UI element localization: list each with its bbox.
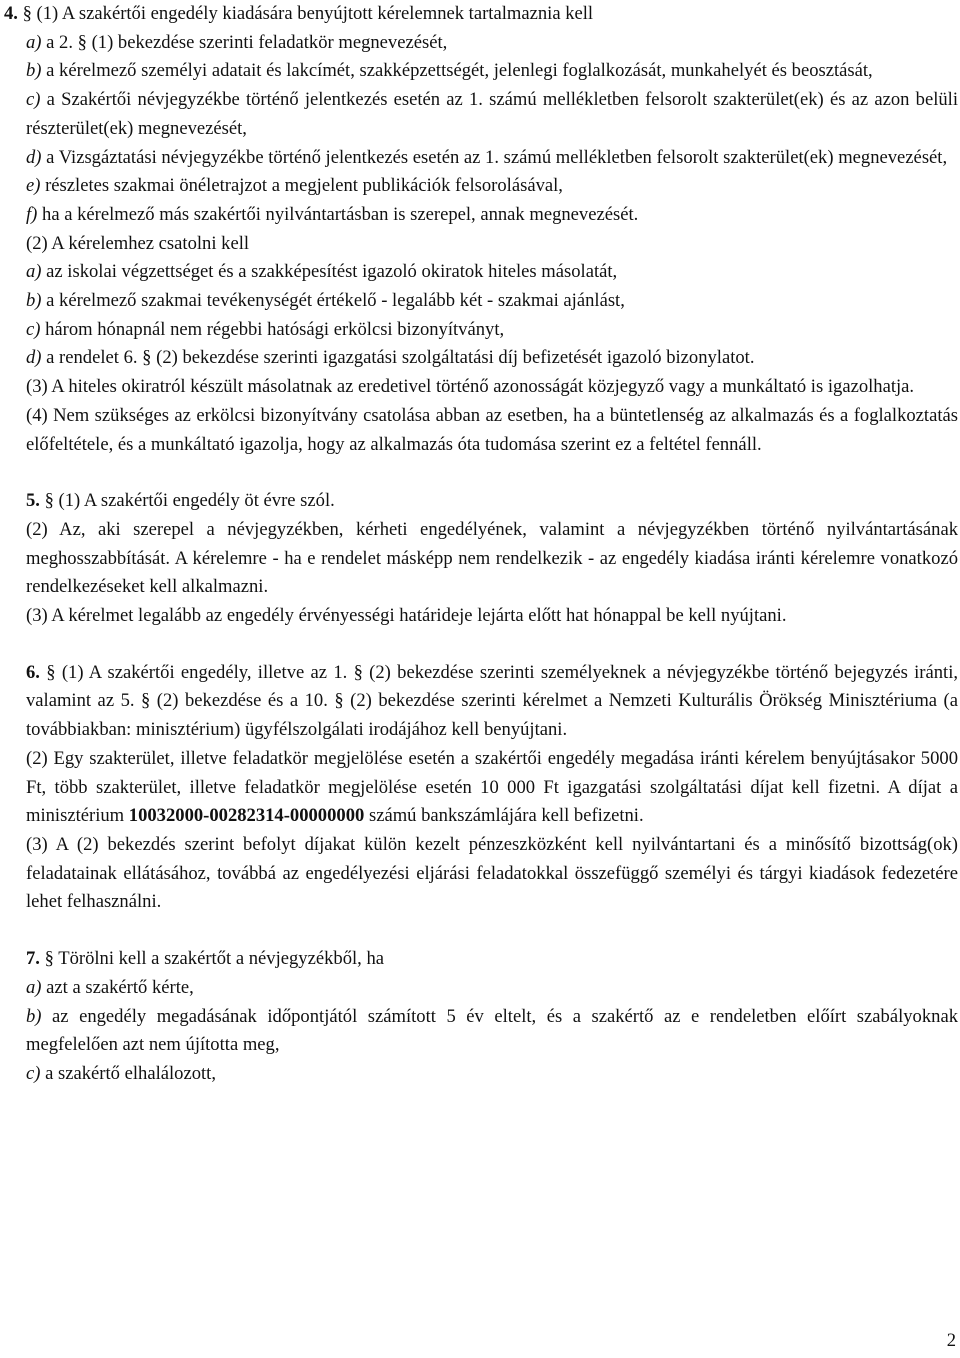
item-text: az engedély megadásának időpontjától számított 5 év eltelt, és a szakértő az e rendeletben előírt szabályoknak megfelelően azt nem újította meg, [26,1005,958,1056]
item-marker: a) [26,976,42,998]
section-spacer [4,917,958,945]
section-number: 5. [26,490,40,512]
s5-paragraph-3: (3) A kérelmet legalább az engedély érvényességi határideje lejárta előtt hat hónappal be kell nyújtani. [26,605,787,627]
s6-paragraph-1: 6. § (1) A szakértői engedély, illetve az 1. § (2) bekezdése szerinti személyeknek a névjegyzékbe történő bejegyzés iránti, valamint az 5. § (2) bekezdése és a 10. § (2) bekezdése szerinti kérelmet a Nemzeti Kulturális Örökség Minisztériuma (a továbbiakban: minisztérium) ügyfélszolgálati irodájához kell benyújtani. [26,661,959,741]
section-4 [4,0,958,459]
item-marker: c) [26,89,41,111]
s7-item-c [4,1060,958,1089]
section-number: 6. [26,661,40,683]
s4-p2-item-b [4,287,958,316]
s4-p2-item-c [4,316,958,345]
section-number: 4. [4,3,18,24]
item-marker: b) [26,60,42,82]
item-marker: d) [26,146,42,168]
s4-item-a [4,29,958,58]
s7-item-a [4,974,958,1003]
s4-paragraph-2: (2) A kérelemhez csatolni kell [26,232,250,254]
item-text: a rendelet 6. § (2) bekezdése szerinti igazgatási szolgáltatási díj befizetését igazoló bizonylatot. [46,347,755,369]
item-text: a 2. § (1) bekezdése szerinti feladatkör megnevezését, [46,31,448,53]
s4-paragraph-4: (4) Nem szükséges az erkölcsi bizonyítvány csatolása abban az esetben, ha a büntetlenség az alkalmazás és a foglalkoztatás előfeltétele, és a munkáltató igazolja, hogy az alkalmazás óta tudomása szerint ez a feltétel fennáll. [26,404,958,455]
s5-paragraph-1: 5. § (1) A szakértői engedély öt évre szól. [26,490,335,512]
s7-intro: 7. § Törölni kell a szakértőt a névjegyzékből, ha [26,948,384,970]
document-page [4,0,958,1089]
item-marker: a) [26,31,42,53]
section-number: 7. [26,948,40,970]
section-spacer [4,631,958,659]
s4-item-e [4,172,958,201]
item-marker: e) [26,175,41,197]
paragraph-text: Törölni kell a szakértőt a névjegyzékből, ha [58,948,384,970]
item-text: ha a kérelmező más szakértői nyilvántartásban is szerepel, annak megnevezését. [42,203,639,225]
section-5 [4,487,958,631]
item-text: a kérelmező szakmai tevékenységét értékelő - legalább két - szakmai ajánlást, [46,290,625,312]
section-6 [4,659,958,917]
item-text: a Szakértői névjegyzékbe történő jelentkezés esetén az 1. számú mellékletben felsorolt szakterület(ek) és az azon belüli részterület(ek) megnevezését, [26,89,958,139]
paragraph-text: (1) A szakértői engedély, illetve az 1. § (2) bekezdése szerinti személyeknek a névjegyzékbe történő bejegyzés iránti, valamint az 5. § (2) bekezdése és a 10. § (2) bekezdése szerinti kérelmet a Nemzeti Kulturális Örökség Minisztériuma (a továbbiakban: minisztérium) ügyfélszolgálati irodájához kell benyújtani. [26,661,959,741]
s7-item-b [4,1003,958,1060]
s6-paragraph-2 [4,745,958,831]
s4-paragraph-3: (3) A hiteles okiratról készült másolatnak az eredetivel történő azonosságát közjegyző vagy a munkáltató is igazolhatja. [26,376,915,398]
s5-paragraph-2: (2) Az, aki szerepel a névjegyzékben, kérheti engedélyének, valamint a névjegyzékben történő nyilvántartásának meghosszabbítását. A kérelemre - ha e rendelet másképp nem rendelkezik - az engedély kiadása iránti kérelemre vonatkozó rendelkezéseket kell alkalmazni. [26,518,958,598]
item-text: a Vizsgáztatási névjegyzékbe történő jelentkezés esetén az 1. számú mellékletben felsorolt szakterület(ek) megnevezését, [46,146,948,168]
item-marker: b) [26,1005,42,1027]
item-marker: f) [26,203,38,225]
s4-item-f [4,201,958,230]
s6-paragraph-3: (3) A (2) bekezdés szerint befolyt díjakat külön kezelt pénzeszközként kell nyilvántartani és a minősítő bizottság(ok) feladatainak ellátásához, továbbá az engedélyezési eljárási feladatokkal összefüggő személyi és tárgyi kiadások fedezetére lehet felhasználni. [26,833,958,913]
item-marker: b) [26,290,42,312]
item-marker: a) [26,261,42,283]
s4-p2-item-a [4,258,958,287]
item-marker: c) [26,318,41,340]
item-text: a szakértő elhalálozott, [45,1062,216,1084]
paragraph-text: számú bankszámlájára kell befizetni. [368,805,644,827]
section-spacer [4,459,958,487]
s4-item-d [4,144,958,173]
s4-intro: 4. § (1) A szakértői engedély kiadására benyújtott kérelemnek tartalmaznia kell [4,3,594,24]
item-text: azt a szakértő kérte, [46,976,194,998]
item-text: három hónapnál nem régebbi hatósági erkölcsi bizonyítványt, [45,318,505,340]
item-marker: c) [26,1062,41,1084]
s4-item-b [4,57,958,86]
page-number: 2 [946,1330,956,1351]
item-text: a kérelmező személyi adatait és lakcímét, szakképzettségét, jelenlegi foglalkozását, munkahelyét és beosztását, [46,60,873,82]
section-7 [4,945,958,1089]
s4-p2-item-d [4,344,958,373]
item-text: részletes szakmai önéletrajzot a megjelent publikációk felsorolásával, [45,175,563,197]
paragraph-text: (1) A szakértői engedély kiadására benyújtott kérelemnek tartalmaznia kell [36,3,594,24]
item-marker: d) [26,347,42,369]
s4-item-c [4,86,958,143]
bank-account-number: 10032000-00282314-00000000 [128,805,365,827]
paragraph-text: (2) Egy szakterület, illetve feladatkör megjelölése esetén a szakértői engedély megadása iránti kérelem benyújtásakor 5000 Ft, több szakterület, illetve feladatkör megjelölése esetén 10 000 Ft igazgatási szolgáltatási díjat kell fizetni. A díjat a minisztérium [26,747,958,827]
paragraph-text: (1) A szakértői engedély öt évre szól. [58,490,335,512]
item-text: az iskolai végzettséget és a szakképesítést igazoló okiratok hiteles másolatát, [46,261,618,283]
